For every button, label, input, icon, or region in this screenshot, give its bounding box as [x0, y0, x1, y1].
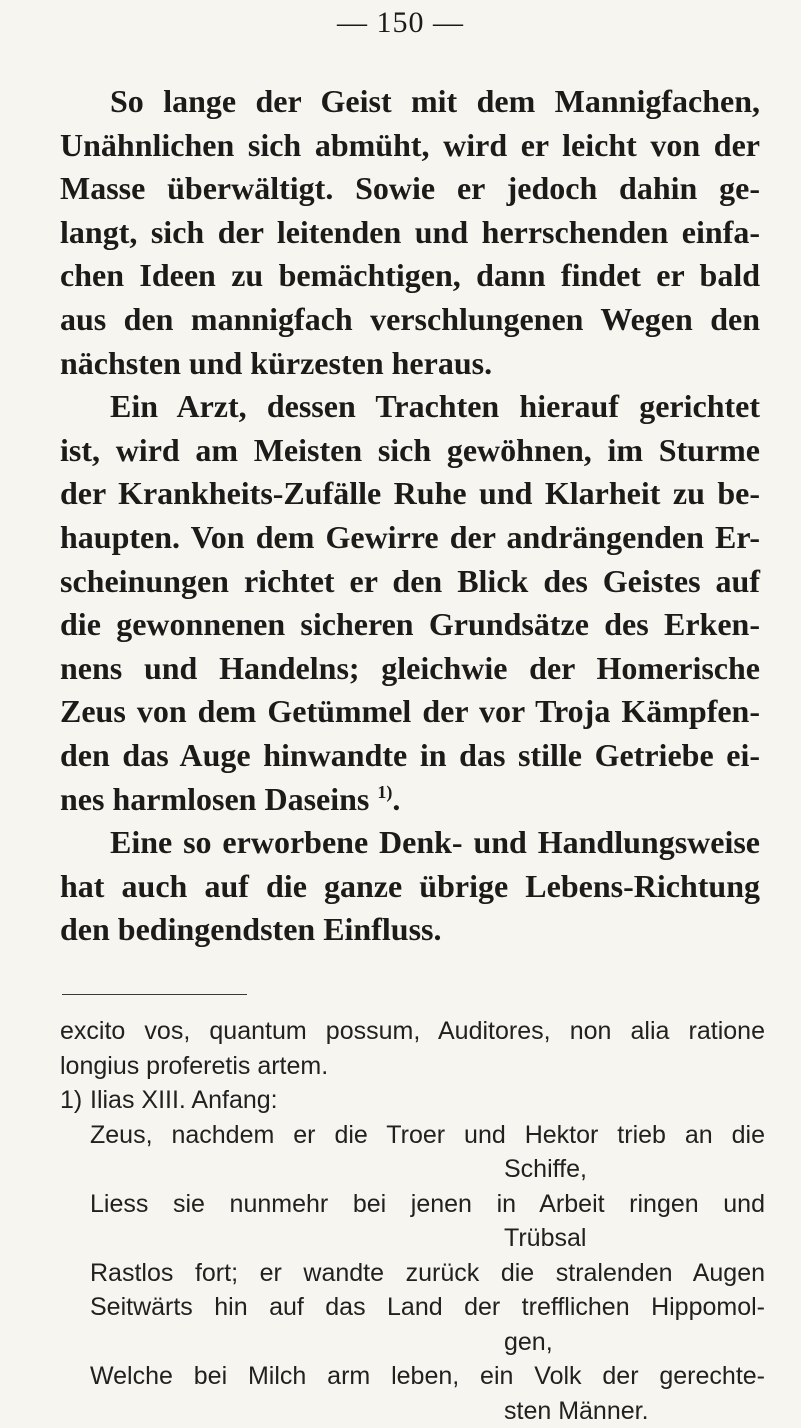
text-line: Ein Arzt, dessen Trachten hierauf gerichtet — [60, 385, 760, 429]
verse-line: Zeus, nachdem er die Troer und Hektor trieb an die — [60, 1118, 765, 1153]
text-line: nens und Handelns; gleichwie der Homerische — [60, 647, 760, 691]
verse-continuation: gen, — [60, 1325, 765, 1360]
text-line-with-footnote-ref — [60, 778, 760, 822]
main-text — [60, 80, 760, 952]
text-line: Unähnlichen sich abmüht, wird er leicht von der — [60, 124, 760, 168]
footnotes — [60, 1014, 765, 1428]
text-line: chen Ideen zu bemächtigen, dann findet er bald — [60, 254, 760, 298]
verse-line: Welche bei Milch arm leben, ein Volk der gerechte- — [60, 1359, 765, 1394]
verse-line: Rastlos fort; er wandte zurück die stralenden Augen — [60, 1256, 765, 1291]
page-number: — 150 — — [0, 6, 801, 40]
verse-continuation: sten Männer. — [60, 1394, 765, 1428]
text-line: hat auch auf die ganze übrige Lebens-Richtung — [60, 865, 760, 909]
text-line: So lange der Geist mit dem Mannigfachen, — [60, 80, 760, 124]
footnote-mark: 1) — [60, 1083, 90, 1118]
text-line: nächsten und kürzesten heraus. — [60, 342, 760, 386]
text-line: die gewonnenen sicheren Grundsätze des Erken- — [60, 603, 760, 647]
text-line: Masse überwältigt. Sowie er jedoch dahin ge- — [60, 167, 760, 211]
footnote-divider — [62, 994, 247, 995]
verse-continuation: Trübsal — [60, 1221, 765, 1256]
text-line: haupten. Von dem Gewirre der andrängenden Er- — [60, 516, 760, 560]
footnote-reference: 1) — [377, 782, 392, 802]
text-line: den bedingendsten Einfluss. — [60, 908, 760, 952]
verse-line: Seitwärts hin auf das Land der trefflichen Hippomol- — [60, 1290, 765, 1325]
footnote-reference-period: . — [392, 781, 400, 817]
text-line: langt, sich der leitenden und herrschenden einfa- — [60, 211, 760, 255]
footnote-source: Ilias XIII. Anfang: — [90, 1086, 278, 1114]
text-line: scheinungen richtet er den Blick des Geistes auf — [60, 560, 760, 604]
footnote-heading — [60, 1083, 765, 1118]
verse-continuation: Schiffe, — [60, 1152, 765, 1187]
footnote-latin-line: excito vos, quantum possum, Auditores, non alia ratione — [60, 1014, 765, 1049]
text-line: den das Auge hinwandte in das stille Getriebe ei- — [60, 734, 760, 778]
text-line: ist, wird am Meisten sich gewöhnen, im Sturme — [60, 429, 760, 473]
text-line: nes harmlosen Daseins — [60, 781, 369, 817]
footnote-latin-line: longius proferetis artem. — [60, 1049, 765, 1084]
text-line: der Krankheits-Zufälle Ruhe und Klarheit zu be- — [60, 472, 760, 516]
text-line: Zeus von dem Getümmel der vor Troja Kämpfen- — [60, 690, 760, 734]
text-line: aus den mannigfach verschlungenen Wegen den — [60, 298, 760, 342]
verse-line: Liess sie nunmehr bei jenen in Arbeit ringen und — [60, 1187, 765, 1222]
text-line: Eine so erworbene Denk- und Handlungsweise — [60, 821, 760, 865]
